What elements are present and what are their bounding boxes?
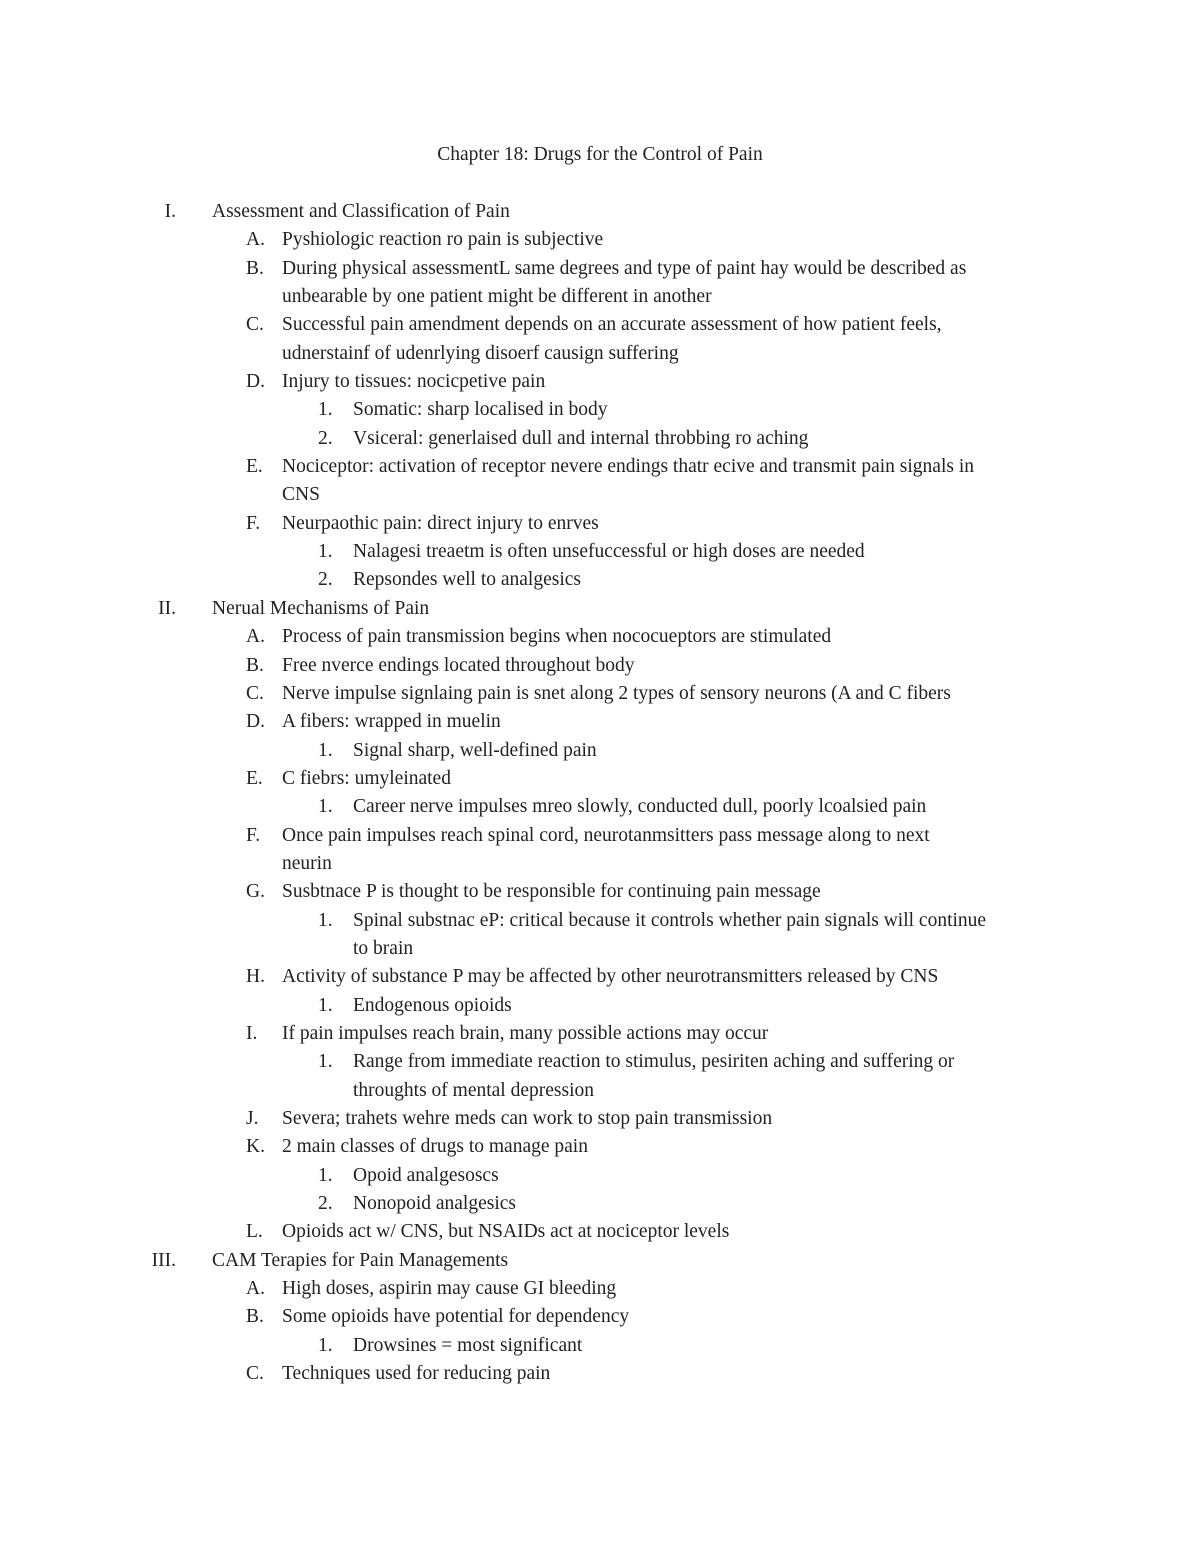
outline-subitem bbox=[0, 992, 1200, 1020]
outline-item bbox=[0, 311, 1200, 339]
list-text: CNS bbox=[282, 484, 320, 506]
outline-item-continuation bbox=[0, 340, 1200, 368]
list-text: Assessment and Classification of Pain bbox=[212, 201, 510, 222]
list-text: neurin bbox=[282, 852, 332, 874]
list-text: Vsiceral: generlaised dull and internal throbbing ro aching bbox=[353, 427, 809, 449]
outline-item-continuation bbox=[0, 481, 1200, 509]
section-heading bbox=[0, 595, 1200, 623]
list-marker: 1. bbox=[318, 1051, 333, 1073]
list-marker: K. bbox=[246, 1136, 265, 1158]
list-marker: 1. bbox=[318, 1164, 333, 1186]
outline-subitem bbox=[0, 1162, 1200, 1190]
list-text: If pain impulses reach brain, many possible actions may occur bbox=[282, 1022, 769, 1044]
list-marker: 1. bbox=[318, 739, 333, 761]
outline-item bbox=[0, 1360, 1200, 1388]
list-marker: L. bbox=[246, 1221, 263, 1243]
outline-item bbox=[0, 226, 1200, 254]
list-text: unbearable by one patient might be different in another bbox=[282, 286, 712, 308]
section-heading bbox=[0, 198, 1200, 226]
outline-item bbox=[0, 1105, 1200, 1133]
list-marker: E. bbox=[246, 767, 263, 789]
list-marker: 1. bbox=[318, 1334, 333, 1356]
list-text: 2 main classes of drugs to manage pain bbox=[282, 1136, 588, 1158]
list-text: Injury to tissues: nocicpetive pain bbox=[282, 371, 546, 393]
list-marker: A. bbox=[246, 1278, 265, 1300]
outline-item-continuation bbox=[0, 850, 1200, 878]
list-marker: J. bbox=[246, 1108, 259, 1129]
list-text: Successful pain amendment depends on an accurate assessment of how patient feels, bbox=[282, 314, 942, 336]
list-text: Somatic: sharp localised in body bbox=[353, 399, 608, 421]
list-text: High doses, aspirin may cause GI bleeding bbox=[282, 1278, 617, 1300]
outline-subitem bbox=[0, 396, 1200, 424]
outline-item bbox=[0, 708, 1200, 736]
outline-item bbox=[0, 652, 1200, 680]
outline-item bbox=[0, 255, 1200, 283]
list-text: Range from immediate reaction to stimulus, pesiriten aching and suffering or bbox=[353, 1051, 955, 1073]
list-text: Career nerve impulses mreo slowly, conducted dull, poorly lcoalsied pain bbox=[353, 796, 927, 818]
outline-subitem bbox=[0, 1332, 1200, 1360]
outline-subitem-continuation bbox=[0, 1077, 1200, 1105]
list-text: Repsondes well to analgesics bbox=[353, 569, 581, 591]
outline-item bbox=[0, 822, 1200, 850]
list-marker: D. bbox=[246, 711, 265, 733]
list-text: Process of pain transmission begins when nococueptors are stimulated bbox=[282, 626, 832, 648]
list-text: Activity of substance P may be affected by other neurotransmitters released by CNS bbox=[282, 966, 939, 988]
outline-item bbox=[0, 963, 1200, 991]
list-text: C fiebrs: umyleinated bbox=[282, 767, 451, 789]
outline-item bbox=[0, 623, 1200, 651]
list-text: Some opioids have potential for dependency bbox=[282, 1306, 630, 1328]
list-text: to brain bbox=[353, 937, 414, 959]
outline-subitem bbox=[0, 737, 1200, 765]
outline-subitem bbox=[0, 566, 1200, 594]
outline-subitem bbox=[0, 793, 1200, 821]
list-marker: B. bbox=[246, 654, 264, 676]
outline-subitem bbox=[0, 1190, 1200, 1218]
list-marker: I. bbox=[164, 201, 176, 222]
outline-item bbox=[0, 1275, 1200, 1303]
list-text: Drowsines = most significant bbox=[353, 1334, 583, 1356]
list-marker: H. bbox=[246, 966, 265, 988]
list-marker: 1. bbox=[318, 796, 333, 818]
outline-item bbox=[0, 680, 1200, 708]
list-marker: 1. bbox=[318, 541, 333, 563]
outline-subitem bbox=[0, 425, 1200, 453]
outline-item bbox=[0, 453, 1200, 481]
list-text: Techniques used for reducing pain bbox=[282, 1363, 551, 1385]
list-text: Nonopoid analgesics bbox=[353, 1193, 517, 1215]
outline-subitem-continuation bbox=[0, 935, 1200, 963]
list-text: throughts of mental depression bbox=[353, 1079, 594, 1101]
list-marker: 1. bbox=[318, 994, 333, 1016]
list-text: CAM Terapies for Pain Managements bbox=[212, 1249, 509, 1271]
list-marker: C. bbox=[246, 682, 264, 704]
outline-subitem bbox=[0, 538, 1200, 566]
list-marker: B. bbox=[246, 1306, 264, 1328]
outline-item bbox=[0, 510, 1200, 538]
list-marker: E. bbox=[246, 456, 263, 478]
list-text: Endogenous opioids bbox=[353, 994, 512, 1016]
list-marker: C. bbox=[246, 1363, 264, 1385]
outline-item bbox=[0, 1303, 1200, 1331]
outline-item bbox=[0, 878, 1200, 906]
list-text: Spinal substnac eP: critical because it controls whether pain signals will continue bbox=[353, 909, 987, 931]
list-marker: F. bbox=[246, 824, 261, 846]
document-title: Chapter 18: Drugs for the Control of Pain bbox=[437, 144, 763, 165]
outline-item bbox=[0, 1218, 1200, 1246]
list-marker: I. bbox=[246, 1022, 258, 1044]
list-text: Signal sharp, well-defined pain bbox=[353, 739, 597, 761]
outline bbox=[0, 198, 1200, 1388]
outline-item bbox=[0, 1020, 1200, 1048]
list-text: Nerve impulse signlaing pain is snet along 2 types of sensory neurons (A and C fibers bbox=[282, 682, 951, 704]
outline-item bbox=[0, 368, 1200, 396]
list-marker: II. bbox=[158, 597, 176, 619]
list-marker: F. bbox=[246, 512, 261, 534]
list-text: Nerual Mechanisms of Pain bbox=[212, 597, 430, 619]
list-text: A fibers: wrapped in muelin bbox=[282, 711, 501, 733]
list-marker: III. bbox=[151, 1249, 176, 1271]
list-marker: C. bbox=[246, 314, 264, 336]
list-text: During physical assessmentL same degrees and type of paint hay would be described as bbox=[282, 257, 967, 279]
outline-subitem bbox=[0, 1048, 1200, 1076]
list-marker: 2. bbox=[318, 569, 333, 591]
list-text: Opoid analgesoscs bbox=[353, 1164, 499, 1186]
list-text: Severa; trahets wehre meds can work to stop pain transmission bbox=[282, 1108, 773, 1129]
list-marker: 2. bbox=[318, 427, 333, 449]
list-marker: G. bbox=[246, 881, 265, 903]
outline-item-continuation bbox=[0, 283, 1200, 311]
list-text: Susbtnace P is thought to be responsible for continuing pain message bbox=[282, 881, 821, 903]
list-marker: 2. bbox=[318, 1193, 333, 1215]
list-text: Once pain impulses reach spinal cord, neurotanmsitters pass message along to next bbox=[282, 824, 930, 846]
list-marker: B. bbox=[246, 257, 264, 279]
outline-item bbox=[0, 765, 1200, 793]
list-text: udnerstainf of udenrlying disoerf causign suffering bbox=[282, 342, 679, 364]
list-text: Opioids act w/ CNS, but NSAIDs act at nociceptor levels bbox=[282, 1221, 730, 1243]
outline-subitem bbox=[0, 907, 1200, 935]
list-text: Free nverce endings located throughout body bbox=[282, 654, 635, 676]
section-heading bbox=[0, 1247, 1200, 1275]
list-marker: A. bbox=[246, 626, 265, 648]
list-text: Neurpaothic pain: direct injury to enrves bbox=[282, 512, 599, 534]
list-marker: 1. bbox=[318, 399, 333, 421]
outline-item bbox=[0, 1133, 1200, 1161]
list-text: Pyshiologic reaction ro pain is subjective bbox=[282, 229, 604, 251]
list-text: Nociceptor: activation of receptor nevere endings thatr ecive and transmit pain signals in bbox=[282, 456, 975, 478]
list-marker: 1. bbox=[318, 909, 333, 931]
list-marker: D. bbox=[246, 371, 265, 393]
list-text: Nalagesi treaetm is often unsefuccessful or high doses are needed bbox=[353, 541, 865, 563]
list-marker: A. bbox=[246, 229, 265, 251]
